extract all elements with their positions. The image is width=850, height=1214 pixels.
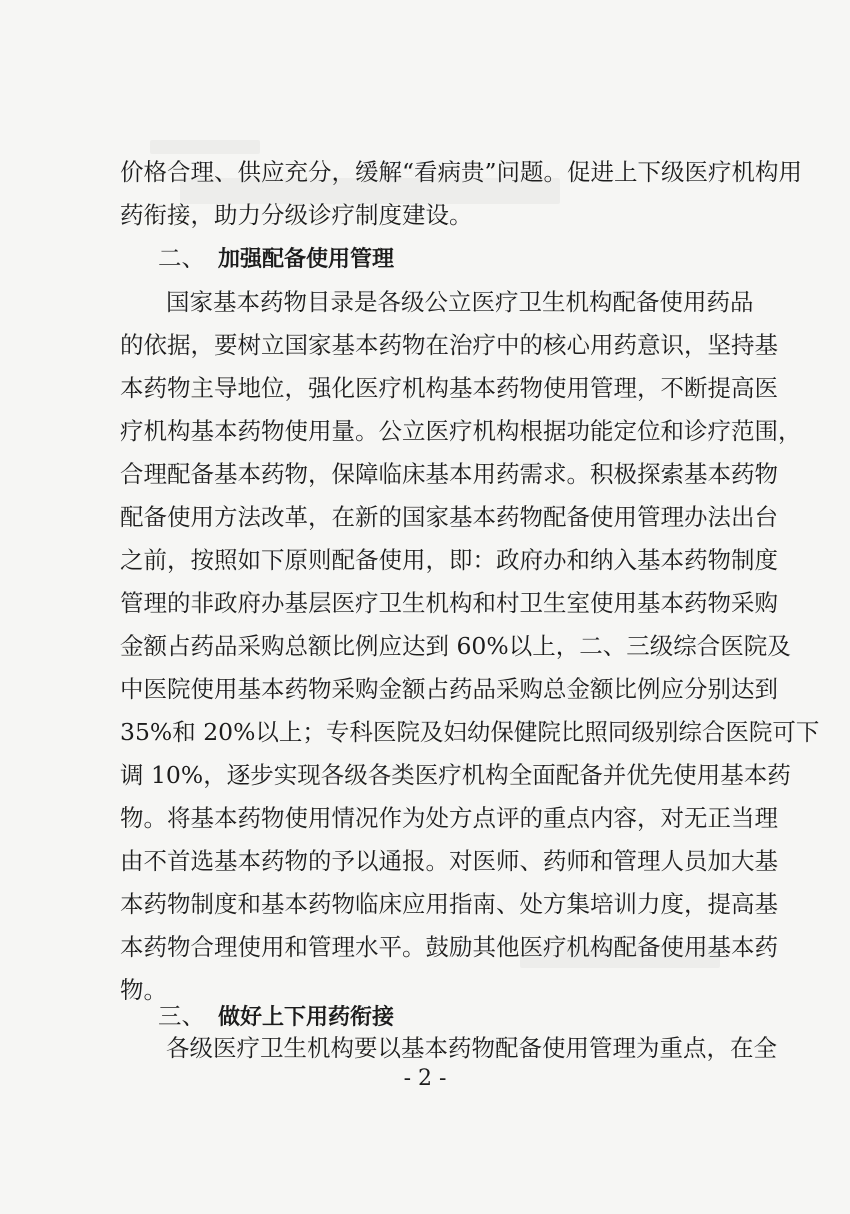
- scan-shadow: [150, 140, 260, 154]
- body-text-line: 各级医疗卫生机构要以基本药物配备使用管理为重点，在全: [166, 1034, 777, 1062]
- body-text-line: 物。: [120, 976, 167, 1004]
- body-text-line: 管理的非政府办基层医疗卫生机构和村卫生室使用基本药物采购: [120, 589, 778, 617]
- body-text-line: 调 10%，逐步实现各级各类医疗机构全面配备并优先使用基本药: [120, 761, 791, 789]
- body-text-line: 中医院使用基本药物采购金额占药品采购总金额比例应分别达到: [120, 675, 778, 703]
- body-text-line: 由不首选基本药物的予以通报。对医师、药师和管理人员加大基: [120, 847, 778, 875]
- body-text-line: 疗机构基本药物使用量。公立医疗机构根据功能定位和诊疗范围，: [120, 417, 802, 445]
- section-title: 加强配备使用管理: [218, 247, 395, 272]
- body-text-line: 之前，按照如下原则配备使用，即：政府办和纳入基本药物制度: [120, 546, 778, 574]
- body-text-line: 金额占药品采购总额比例应达到 60%以上，二、三级综合医院及: [120, 632, 791, 660]
- body-text-line: 合理配备基本药物，保障临床基本用药需求。积极探索基本药物: [120, 460, 778, 488]
- body-text-line: 价格合理、供应充分，缓解“看病贵”问题。促进上下级医疗机构用: [120, 158, 803, 186]
- body-text-line: 的依据，要树立国家基本药物在治疗中的核心用药意识，坚持基: [120, 331, 778, 359]
- body-text-line: 物。将基本药物使用情况作为处方点评的重点内容，对无正当理: [120, 804, 778, 832]
- page-number: - 2 -: [403, 1066, 447, 1091]
- section-title: 做好上下用药衔接: [218, 1005, 395, 1030]
- section-heading: [158, 242, 394, 276]
- body-text-line: 国家基本药物目录是各级公立医疗卫生机构配备使用药品: [166, 288, 754, 316]
- body-text-line: 本药物制度和基本药物临床应用指南、处方集培训力度，提高基: [120, 890, 778, 918]
- section-number: 二、: [158, 244, 205, 272]
- body-text-line: 药衔接，助力分级诊疗制度建设。: [120, 201, 473, 229]
- body-text-line: 配备使用方法改革，在新的国家基本药物配备使用管理办法出台: [120, 503, 778, 531]
- body-text-line: 35%和 20%以上；专科医院及妇幼保健院比照同级别综合医院可下: [120, 718, 820, 746]
- section-number: 三、: [158, 1002, 205, 1030]
- body-text-line: 本药物主导地位，强化医疗机构基本药物使用管理，不断提高医: [120, 374, 778, 402]
- section-heading: [158, 1000, 394, 1034]
- body-text-line: 本药物合理使用和管理水平。鼓励其他医疗机构配备使用基本药: [120, 933, 778, 961]
